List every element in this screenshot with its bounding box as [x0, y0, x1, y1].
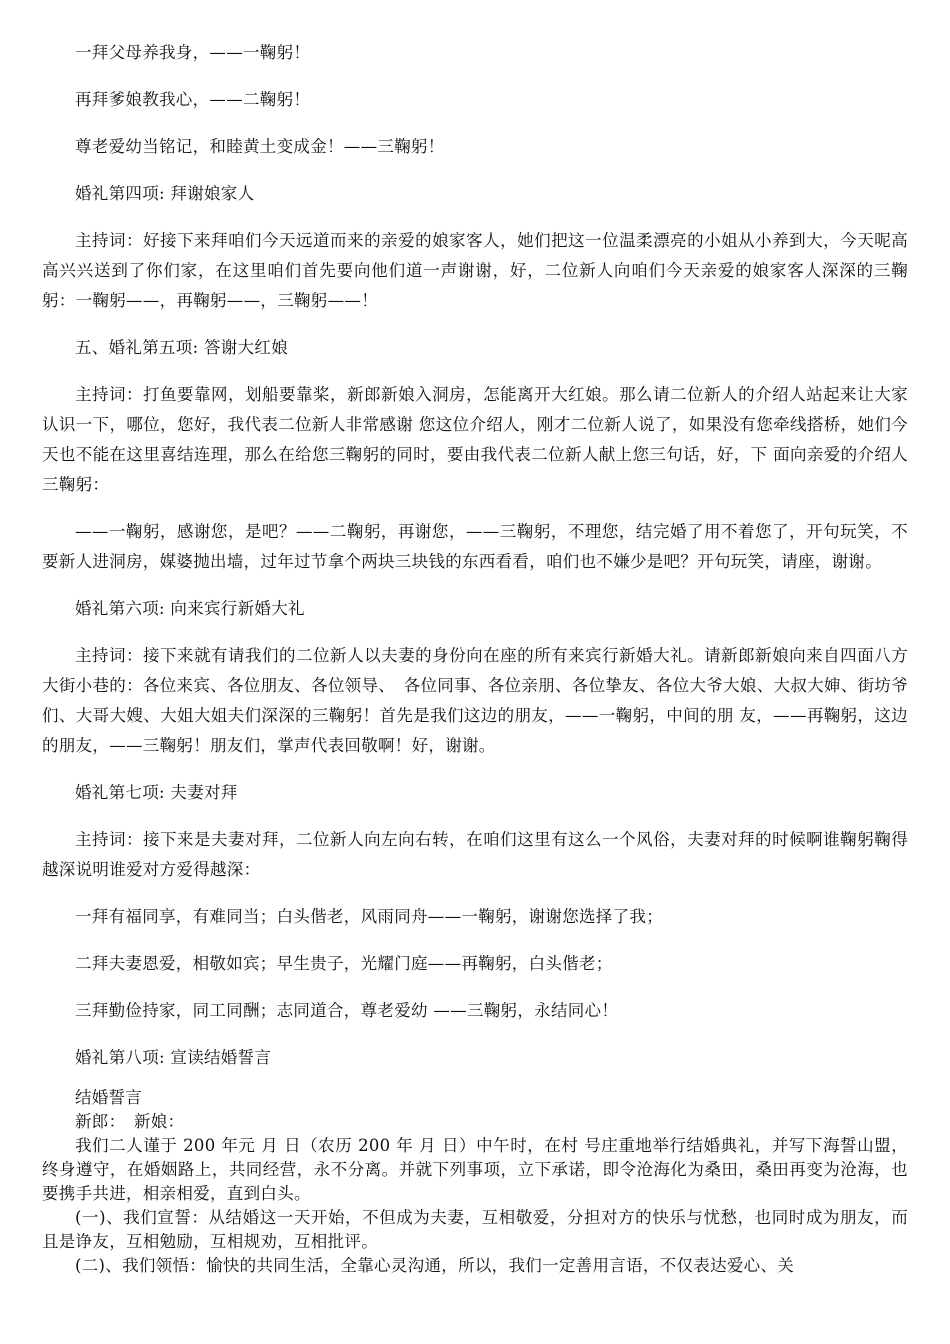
- paragraph-bow-one: 一拜父母养我身，——一鞠躬！: [75, 43, 311, 62]
- paragraph-host-7: 主持词：接下来是夫妻对拜，二位新人向左向右转，在咱们这里有这么一个风俗，夫妻对拜的时候啊谁鞠躬鞠得越深说明谁爱对方爱得越深：: [42, 830, 908, 879]
- paragraph-host-5: 主持词：打鱼要靠网，划船要靠桨，新郎新娘入洞房，怎能离开大红娘。那么请二位新人的介绍人站起来让大家认识一下，哪位，您好，我代表二位新人非常感谢 您这位介绍人，刚才二位新人说了，如果没有您牵线搭桥，她们今天也不能在这里喜结连理，那么在给您三鞠躬的同时，要由我代表二位新人献上您三句话，好，下 面向亲爱的介绍人三鞠躬：: [42, 385, 908, 494]
- paragraph-couple-bow-one: 一拜有福同享，有难同当；白头偕老，风雨同舟——一鞠躬，谢谢您选择了我；: [75, 907, 663, 926]
- vows-address: 新郎： 新娘：: [75, 1112, 185, 1131]
- vows-line: (二)、我们领悟：愉快的共同生活，全靠心灵沟通，所以，我们一定善用言语，不仅表达爱心、关: [75, 1256, 795, 1275]
- paragraph-couple-bow-two: 二拜夫妻恩爱，相敬如宾；早生贵子，光耀门庭——再鞠躬，白头偕老；: [75, 954, 613, 973]
- section-heading-5: 五、婚礼第五项: 答谢大红娘: [75, 338, 289, 357]
- section-heading-6: 婚礼第六项: 向来宾行新婚大礼: [75, 599, 305, 618]
- vows-title: 结婚誓言: [75, 1088, 143, 1107]
- paragraph-host-4: 主持词：好接下来拜咱们今天远道而来的亲爱的娘家客人，她们把这一位温柔漂亮的小姐从小养到大，今天呢高高兴兴送到了你们家，在这里咱们首先要向他们道一声谢谢，好，二位新人向咱们今天亲爱的娘家客人深深的三鞠躬：一鞠躬——，再鞠躬——，三鞠躬——！: [42, 231, 908, 310]
- paragraph-couple-bow-three: 三拜勤俭持家，同工同酬；志同道合，尊老爱幼 ——三鞠躬，永结同心！: [75, 1001, 619, 1020]
- paragraph-host-6: 主持词：接下来就有请我们的二位新人以夫妻的身份向在座的所有来宾行新婚大礼。请新郎新娘向来自四面八方 大街小巷的：各位来宾、各位朋友、各位领导、 各位同事、各位亲朋、各位挚友、各位大爷大娘、大叔大婶、街坊爷们、大哥大嫂、大姐大姐夫们深深的三鞠躬！首先是我们这边的朋友，——一鞠躬，中间的朋 友，——再鞠躬，这边的朋友，——三鞠躬！朋友们，掌声代表回敬啊！好，谢谢。: [42, 646, 925, 755]
- section-heading-7: 婚礼第七项: 夫妻对拜: [75, 783, 238, 802]
- paragraph-bow-two: 再拜爹娘教我心，——二鞠躬！: [75, 90, 311, 109]
- section-heading-8: 婚礼第八项: 宣读结婚誓言: [75, 1048, 272, 1067]
- paragraph-bow-three: 尊老爱幼当铭记，和睦黄土变成金！——三鞠躬！: [75, 137, 445, 156]
- paragraph-host-5-bows: ——一鞠躬，感谢您，是吧？——二鞠躬，再谢您，——三鞠躬，不理您，结完婚了用不着您了，开句玩笑，不要新人进洞房，媒婆抛出墙，过年过节拿个两块三块钱的东西看看，咱们也不嫌少是吧？开句玩笑，请座，谢谢。: [42, 522, 908, 571]
- section-heading-4: 婚礼第四项: 拜谢娘家人: [75, 184, 255, 203]
- vows-line: (一)、我们宣誓：从结婚这一天开始，不但成为夫妻，互相敬爱，分担对方的快乐与忧愁，也同时成为朋友，而且是诤友，互相勉励，互相规劝，互相批评。: [42, 1208, 908, 1251]
- vows-line: 我们二人谨于 200 年元 月 日（农历 200 年 月 日）中午时，在村 号庄重地举行结婚典礼，并写下海誓山盟，终身遵守，在婚姻路上，共同经营，永不分离。并就下列事项，立下承诺，即令沧海化为桑田，桑田再变为沧海，也要携手共进，相亲相爱，直到白头。: [42, 1136, 908, 1203]
